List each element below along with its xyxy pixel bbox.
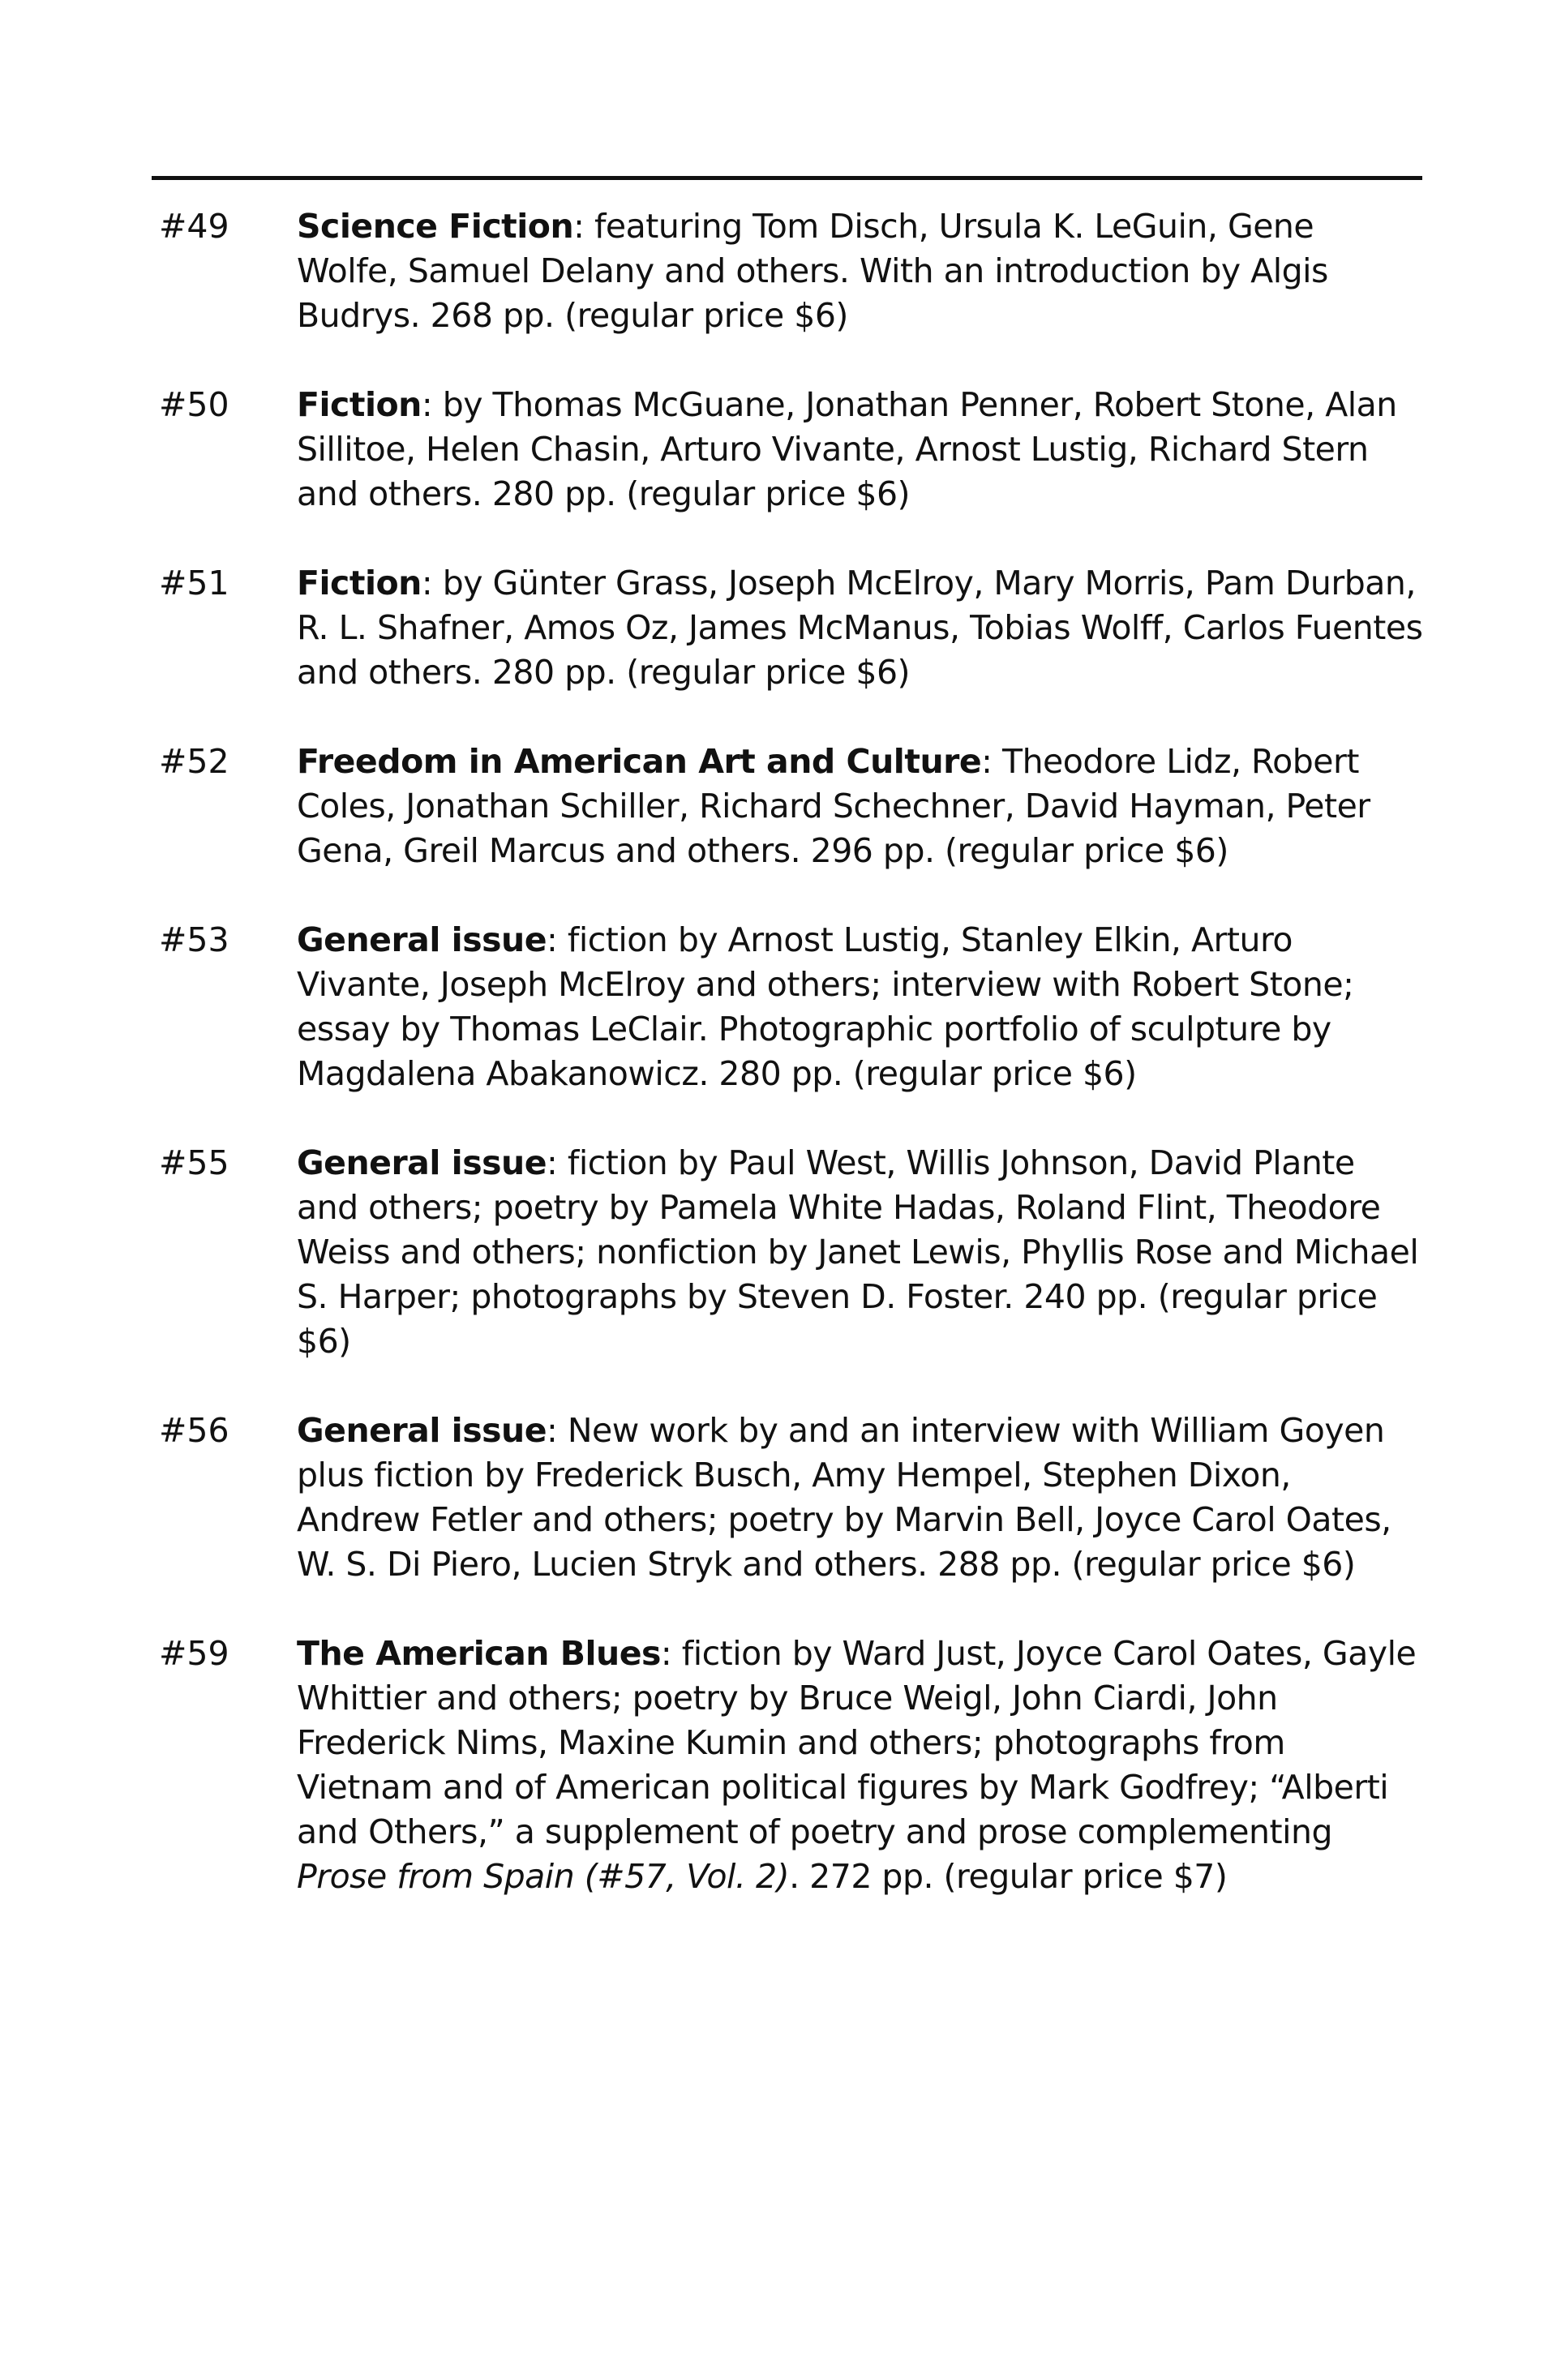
issue-title: Freedom in American Art and Culture xyxy=(297,742,982,781)
issue-description xyxy=(297,740,1424,873)
issue-entry-55 xyxy=(159,1141,1424,1364)
issue-entry-49 xyxy=(159,204,1424,338)
title-separator: : xyxy=(421,385,443,424)
issue-text: featuring Tom Disch, Ursula K. LeGuin, Gene Wolfe, Samuel Delany and others. With an introduction by Algis Budrys. 268 pp. (regular price $6) xyxy=(297,207,1328,335)
issue-text-tail: . 272 pp. (regular price $7) xyxy=(789,1857,1228,1896)
top-rule xyxy=(152,176,1422,180)
issue-text: by Günter Grass, Joseph McElroy, Mary Morris, Pam Durban, R. L. Shafner, Amos Oz, James McManus, Tobias Wolff, Carlos Fuentes and others. 280 pp. (regular price $6) xyxy=(297,564,1423,692)
issue-title: Fiction xyxy=(297,564,422,603)
issue-text: Theodore Lidz, Robert Coles, Jonathan Schiller, Richard Schechner, David Hayman, Peter Gena, Greil Marcus and others. 296 pp. (regular price $6) xyxy=(297,742,1370,870)
title-separator: : xyxy=(573,207,594,246)
issue-text: New work by and an interview with William Goyen plus fiction by Frederick Busch, Amy Hempel, Stephen Dixon, Andrew Fetler and others; poetry by Marvin Bell, Joyce Carol Oates, W. S. Di Piero, Lucien Stryk and others. 288 pp. (regular price $6) xyxy=(297,1411,1391,1584)
issue-text: fiction by Ward Just, Joyce Carol Oates, Gayle Whittier and others; poetry by Bruce Weigl, John Ciardi, John Frederick Nims, Maxine Kumin and others; photographs from Vietnam and of American political figures by Mark Godfrey; “Alberti and Others,” a supplement of poetry and prose complementing xyxy=(297,1634,1417,1851)
issue-title: Fiction xyxy=(297,385,422,424)
issue-list xyxy=(159,204,1424,1899)
title-separator: : xyxy=(660,1634,682,1673)
issue-number: #50 xyxy=(159,385,229,424)
title-separator: : xyxy=(981,742,1003,781)
issue-number: #51 xyxy=(159,564,229,603)
issue-description xyxy=(297,1632,1424,1899)
issue-entry-56 xyxy=(159,1409,1424,1587)
issue-number: #56 xyxy=(159,1411,229,1450)
issue-description xyxy=(297,204,1424,338)
title-separator: : xyxy=(547,1411,568,1450)
issue-description xyxy=(297,561,1424,695)
title-separator: : xyxy=(421,564,443,603)
issue-entry-52 xyxy=(159,740,1424,873)
issue-entry-51 xyxy=(159,561,1424,695)
issue-number: #59 xyxy=(159,1634,229,1673)
italic-reference: Prose from Spain (#57, Vol. 2) xyxy=(297,1857,790,1896)
issue-description xyxy=(297,1409,1424,1587)
issue-title: General issue xyxy=(297,920,547,959)
issue-number: #52 xyxy=(159,742,229,781)
issue-entry-53 xyxy=(159,918,1424,1096)
issue-number: #53 xyxy=(159,920,229,959)
issue-title: Science Fiction xyxy=(297,207,574,246)
issue-description xyxy=(297,1141,1424,1364)
issue-description xyxy=(297,383,1424,517)
issue-number: #49 xyxy=(159,207,229,246)
issue-text: fiction by Arnost Lustig, Stanley Elkin, Arturo Vivante, Joseph McElroy and others; interview with Robert Stone; essay by Thomas LeClair. Photographic portfolio of sculpture by Magdalena Abakanowicz. 280 pp. (regular price $6) xyxy=(297,920,1354,1093)
title-separator: : xyxy=(547,920,568,959)
issue-entry-50 xyxy=(159,383,1424,517)
issue-text: fiction by Paul West, Willis Johnson, David Plante and others; poetry by Pamela White Hadas, Roland Flint, Theodore Weiss and others; nonfiction by Janet Lewis, Phyllis Rose and Michael S. Harper; photographs by Steven D. Foster. 240 pp. (regular price $6) xyxy=(297,1143,1419,1361)
issue-title: The American Blues xyxy=(297,1634,661,1673)
title-separator: : xyxy=(547,1143,568,1182)
issue-description xyxy=(297,918,1424,1096)
issue-number: #55 xyxy=(159,1143,229,1182)
issue-entry-59 xyxy=(159,1632,1424,1899)
issue-title: General issue xyxy=(297,1411,547,1450)
issue-text: by Thomas McGuane, Jonathan Penner, Robert Stone, Alan Sillitoe, Helen Chasin, Arturo Vivante, Arnost Lustig, Richard Stern and others. 280 pp. (regular price $6) xyxy=(297,385,1397,513)
issue-title: General issue xyxy=(297,1143,547,1182)
